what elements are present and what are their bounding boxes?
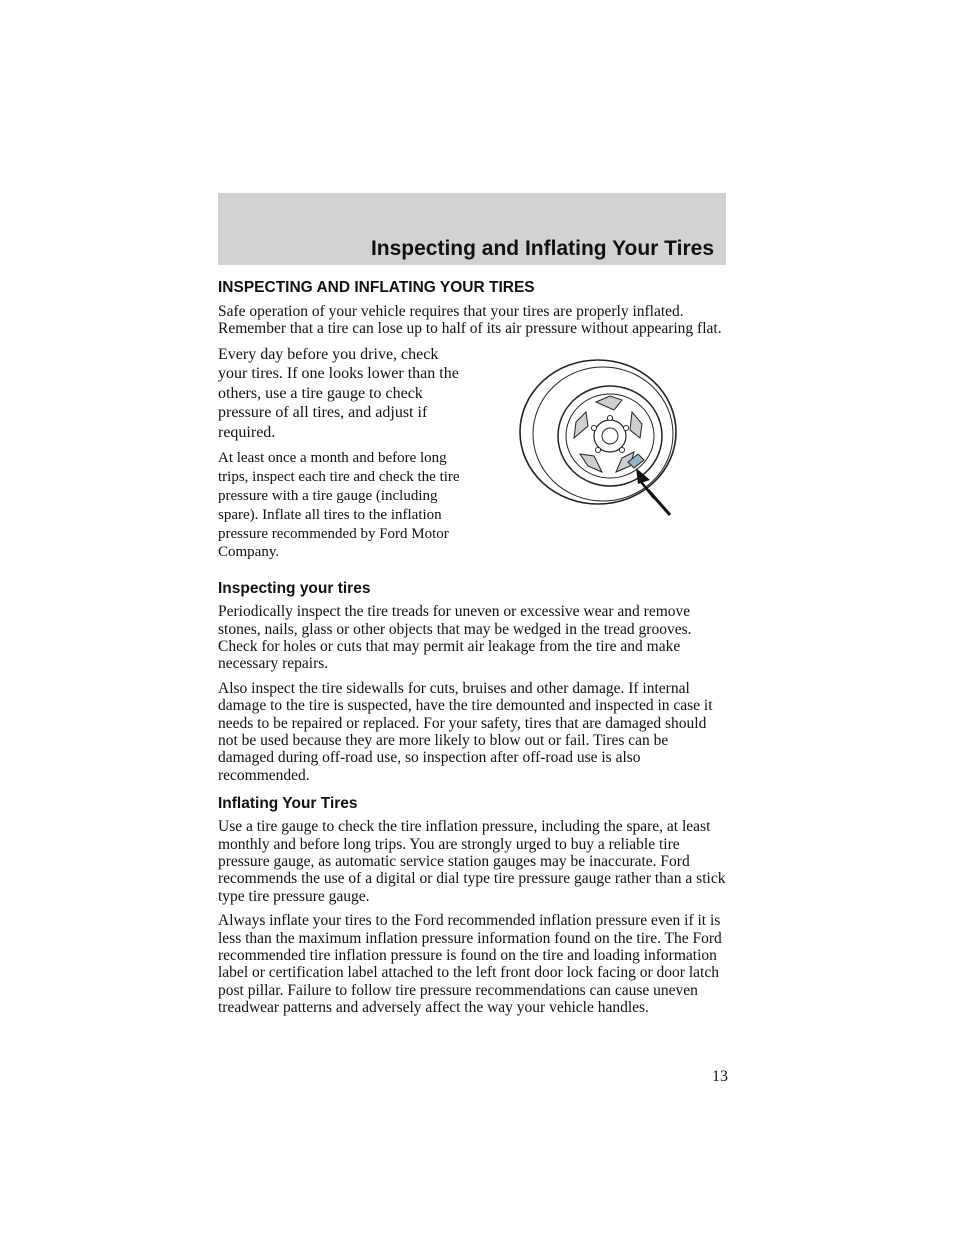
section-heading: INSPECTING AND INFLATING YOUR TIRES: [218, 279, 535, 296]
tire-wheel-icon: [510, 350, 710, 525]
inspecting-heading: Inspecting your tires: [218, 580, 371, 598]
monthly-check-paragraph: At least once a month and before long trips, inspect each tire and check the tire pressure with a tire gauge (including spare). Inflate all tires to the inflation pressure recommended by Ford Motor Company.: [218, 450, 460, 561]
page-header-title: Inspecting and Inflating Your Tires: [370, 237, 714, 260]
inflating-paragraph-2: Always inflate your tires to the Ford recommended inflation pressure even if it is less than the maximum inflation pressure information found on the tire. The Ford recommended tire inflation pressure is found on the tire and loading information label or certification label attached to the left front door lock facing or door latch post pillar. Failure to follow tire pressure recommendations can cause uneven treadwear patterns and adversely affect the way your vehicle handles.: [218, 912, 722, 1017]
page-header-band: [218, 193, 726, 265]
tire-valve-illustration: [510, 350, 710, 525]
inspecting-paragraph-1: Periodically inspect the tire treads for uneven or excessive wear and remove stones, nails, glass or other objects that may be wedged in the tread grooves. Check for holes or cuts that may permit air leakage from the tire and make necessary repairs.: [218, 603, 692, 673]
inspecting-paragraph-2: Also inspect the tire sidewalls for cuts, bruises and other damage. If internal damage to the tire is suspected, have the tire demounted and inspected in case it needs to be repaired or replaced. For your safety, tires that are damaged should not be used because they are more likely to blow out or fail. Tires can be damaged during off-road use, so inspection after off-road use is also recommended.: [218, 679, 713, 784]
page-number: 13: [712, 1068, 728, 1085]
check-text-column: [218, 345, 470, 569]
inflating-paragraph-1: Use a tire gauge to check the tire inflation pressure, including the spare, at least monthly and before long trips. You are strongly urged to buy a reliable tire pressure gauge, as automatic service station gauges may be inaccurate. Ford recommends the use of a digital or dial type tire pressure gauge rather than a stick type tire pressure gauge.: [218, 818, 726, 905]
intro-paragraph: Safe operation of your vehicle requires that your tires are properly inflated. Remember that a tire can lose up to half of its air pressure without appearing flat.: [218, 303, 722, 338]
daily-check-paragraph: Every day before you drive, check your tires. If one looks lower than the others, use a tire gauge to check pressure of all tires, and adjust if required.: [218, 345, 459, 441]
inflating-heading: Inflating Your Tires: [218, 795, 358, 813]
